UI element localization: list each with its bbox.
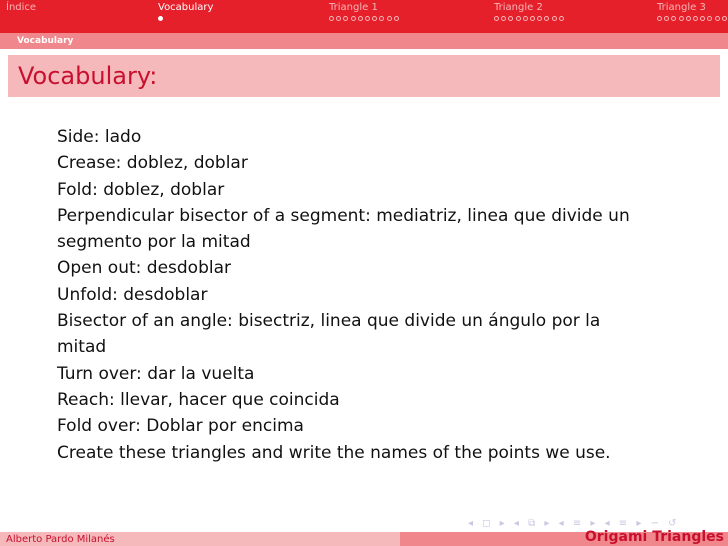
nav-dot[interactable]	[372, 16, 377, 21]
list-item: segmento por la mitad	[57, 232, 251, 253]
nav-section-triangle-3[interactable]: Triangle 3	[657, 2, 706, 13]
list-item: Bisector of an angle: bisectriz, linea que divide un ángulo por la	[57, 311, 601, 332]
list-item: Reach: llevar, hacer que coincida	[57, 389, 340, 410]
nav-dot[interactable]	[394, 16, 399, 21]
list-item: Perpendicular bisector of a segment: mediatriz, linea que divide un	[57, 205, 630, 226]
nav-dot[interactable]	[508, 16, 513, 21]
list-item: Side: lado	[57, 127, 142, 147]
nav-prev-subsection-icon[interactable]: ◂ ⧉ ▸	[513, 518, 553, 529]
nav-dot[interactable]	[365, 16, 370, 21]
nav-dot[interactable]	[671, 16, 676, 21]
nav-dot[interactable]	[379, 16, 384, 21]
nav-dot[interactable]	[530, 16, 535, 21]
list-item: Crease: doblez, doblar	[57, 153, 248, 174]
nav-dot[interactable]	[679, 16, 684, 21]
list-item: Turn over: dar la vuelta	[57, 363, 255, 384]
nav-section-triangle-1[interactable]: Triangle 1	[329, 2, 378, 13]
nav-dot[interactable]	[693, 16, 698, 21]
nav-dot[interactable]	[343, 16, 348, 21]
nav-dot[interactable]	[559, 16, 564, 21]
nav-prev-frame-icon[interactable]: ◂ ◻ ▸	[468, 518, 508, 529]
nav-dot[interactable]	[700, 16, 705, 21]
footer-presentation-title: Origami Triangles	[584, 529, 724, 545]
nav-dot[interactable]	[707, 16, 712, 21]
list-item: Unfold: desdoblar	[57, 284, 208, 305]
nav-section-triangle-2[interactable]: Triangle 2	[494, 2, 543, 13]
list-item: mitad	[57, 337, 107, 358]
nav-dots-triangle-3	[657, 16, 727, 21]
frame-title: Vocabulary:	[18, 62, 158, 90]
nav-dot[interactable]	[544, 16, 549, 21]
nav-section-icon[interactable]: ◂ ≡ ▸	[604, 518, 645, 529]
section-navigation-bar	[0, 0, 728, 33]
nav-dot[interactable]	[494, 16, 499, 21]
nav-dot[interactable]	[523, 16, 528, 21]
vocabulary-list	[57, 124, 697, 466]
nav-section-vocabulary[interactable]: Vocabulary	[158, 2, 214, 13]
nav-dot[interactable]	[722, 16, 727, 21]
nav-dot[interactable]	[358, 16, 363, 21]
list-item: Fold: doblez, doblar	[57, 179, 225, 200]
nav-dot[interactable]	[657, 16, 662, 21]
nav-dot[interactable]	[501, 16, 506, 21]
beamer-navigation-controls	[468, 518, 680, 529]
nav-dot[interactable]	[336, 16, 341, 21]
nav-prev-section-icon[interactable]: ◂ ≡ ▸	[558, 518, 599, 529]
nav-dot[interactable]	[516, 16, 521, 21]
nav-search-icon[interactable]: ∽ ↺	[650, 518, 680, 529]
nav-section-indice[interactable]: Índice	[6, 2, 37, 13]
nav-dot[interactable]	[686, 16, 691, 21]
footer-author: Alberto Pardo Milanés	[6, 534, 115, 545]
nav-dot[interactable]	[351, 16, 356, 21]
list-item: Fold over: Doblar por encima	[57, 416, 304, 437]
nav-dot[interactable]	[715, 16, 720, 21]
nav-dot[interactable]	[387, 16, 392, 21]
list-item: Create these triangles and write the names of the points we use.	[57, 442, 611, 463]
subsection-label: Vocabulary	[17, 36, 74, 46]
subsection-bar	[0, 33, 728, 49]
nav-dot[interactable]	[552, 16, 557, 21]
nav-dot-current[interactable]	[158, 16, 163, 21]
nav-dot[interactable]	[537, 16, 542, 21]
nav-dot[interactable]	[664, 16, 669, 21]
nav-dots-vocabulary	[158, 16, 163, 21]
nav-dot[interactable]	[329, 16, 334, 21]
list-item: Open out: desdoblar	[57, 258, 232, 279]
nav-dots-triangle-1	[329, 16, 399, 21]
nav-dots-triangle-2	[494, 16, 564, 21]
